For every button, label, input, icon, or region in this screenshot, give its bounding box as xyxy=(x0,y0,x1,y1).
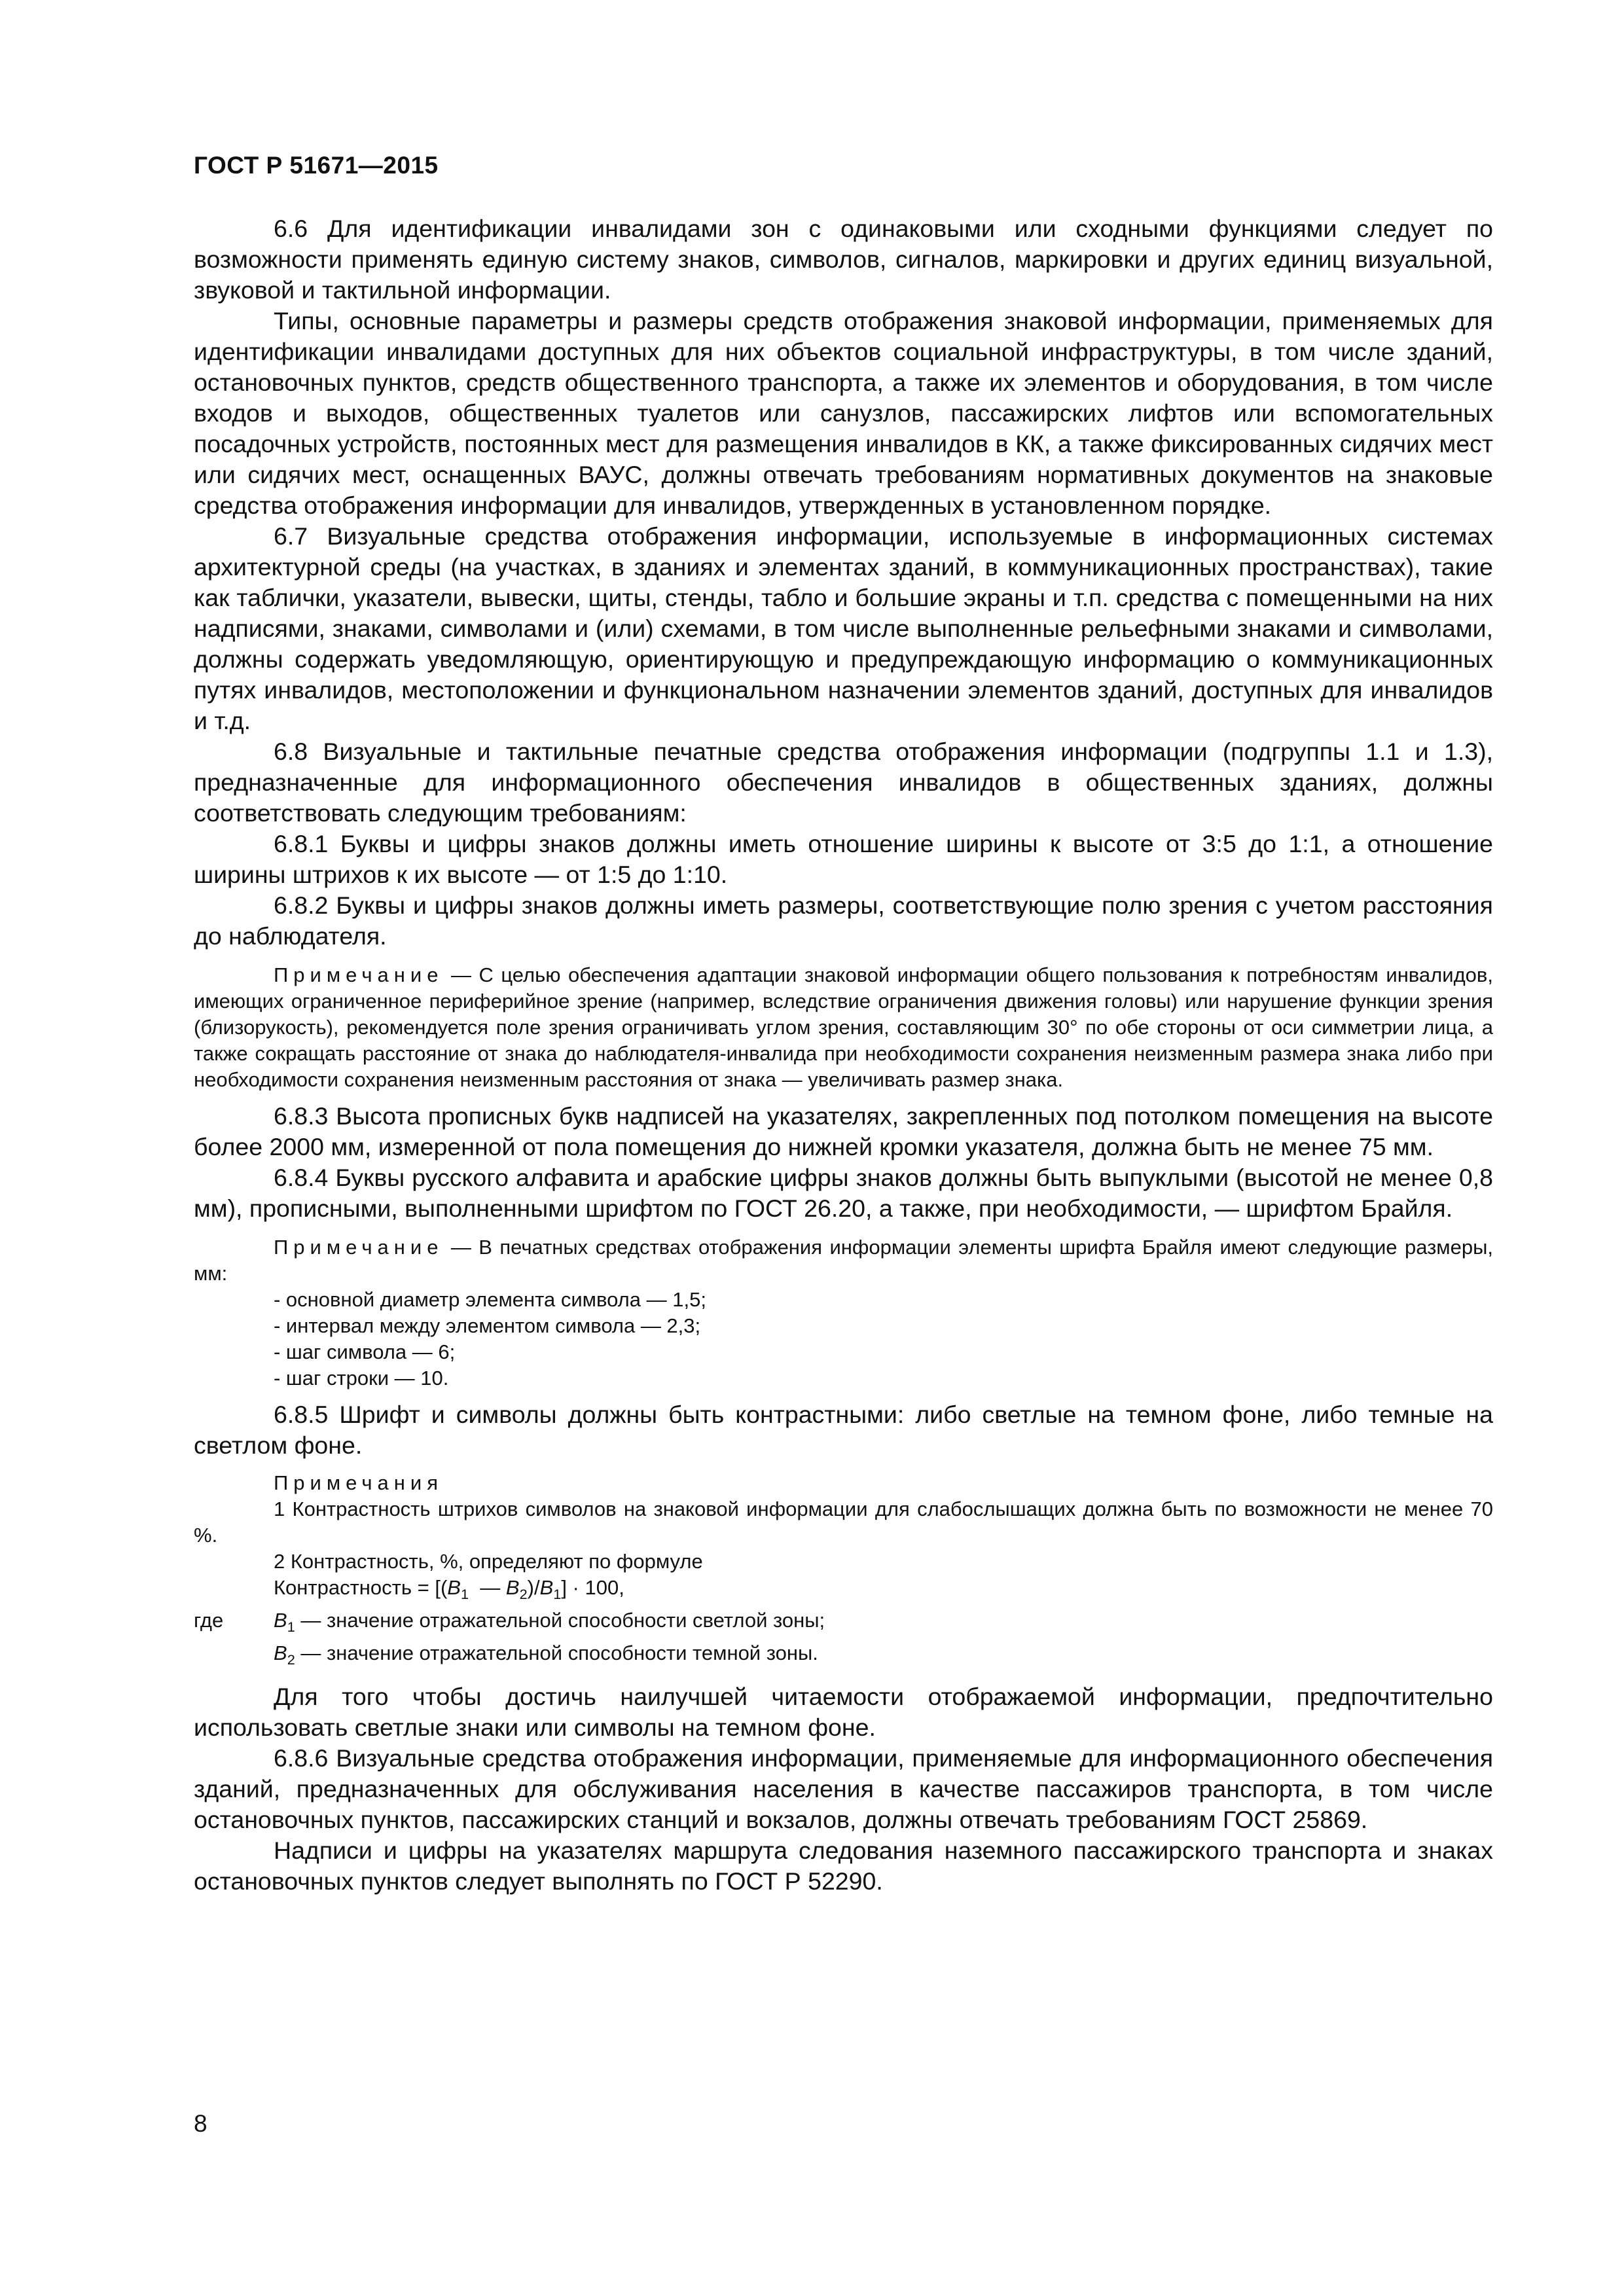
paragraph-readability: Для того чтобы достичь наилучшей читаемости отображаемой информации, предпочтительно использовать светлые знаки или символы на темном фоне. xyxy=(194,1682,1493,1741)
b1-definition: — значение отражательной способности светлой зоны; xyxy=(300,1609,825,1632)
note-2-item: - основной диаметр элемента символа — 1,5; xyxy=(274,1288,706,1311)
document-body xyxy=(194,213,1493,1897)
paragraph-6-8-5: 6.8.5 Шрифт и символы должны быть контрастными: либо светлые на темном фоне, либо темные на светлом фоне. xyxy=(194,1401,1493,1459)
paragraph-6-8-1: 6.8.1 Буквы и цифры знаков должны иметь отношение ширины к высоте от 3:5 до 1:1, а отношение ширины штрихов к их высоте — от 1:5 до 1:10. xyxy=(194,830,1493,888)
note-1 xyxy=(194,962,1493,1093)
notes-3-heading: Примечания xyxy=(274,1471,443,1494)
notes-3-item-1: 1 Контрастность штрихов символов на знаковой информации для слабослышащих должна быть по возможности не менее 70 %. xyxy=(194,1498,1493,1547)
paragraph-6-8: 6.8 Визуальные и тактильные печатные средства отображения информации (подгруппы 1.1 и 1.3), предназначенные для информационного обеспечения инвалидов в общественных зданиях, должны соответствовать следующим требованиям: xyxy=(194,738,1493,827)
page-number: 8 xyxy=(194,2110,208,2137)
paragraph-6-8-4: 6.8.4 Буквы русского алфавита и арабские цифры знаков должны быть выпуклыми (высотой не менее 0,8 мм), прописными, выполненными шрифтом по ГОСТ 26.20, а также, при необходимости, — шрифтом Брайля. xyxy=(194,1164,1493,1222)
paragraph-6-8-2: 6.8.2 Буквы и цифры знаков должны иметь размеры, соответствующие полю зрения с учетом расстояния до наблюдателя. xyxy=(194,891,1493,950)
note-2-label: Примечание xyxy=(274,1236,444,1259)
where-label: где xyxy=(194,1609,224,1632)
notes-3-item-2: 2 Контрастность, %, определяют по формуле xyxy=(274,1550,703,1573)
note-2-list xyxy=(194,1287,1493,1391)
note-1-label: Примечание xyxy=(274,963,444,986)
paragraph-6-8-6: 6.8.6 Визуальные средства отображения информации, применяемые для информационного обеспечения зданий, предназначенных для обслуживания населения в качестве пассажиров транспорта, в том числе остановочных пунктов, пассажирских станций и вокзалов, должны отвечать требованиям ГОСТ 25869. xyxy=(194,1744,1493,1833)
paragraph-6-7: 6.7 Визуальные средства отображения информации, используемые в информационных системах архитектурной среды (на участках, в зданиях и элементах зданий, в коммуникационных пространствах), такие как таблички, указатели, вывески, щиты, стенды, табло и большие экраны и т.п. средства с помещенными на них надписями, знаками, символами и (или) схемами, в том числе выполненные рельефными знаками и символами, должны содержать уведомляющую, ориентирующую и предупреждающую информацию о коммуникационных путях инвалидов, местоположении и функциональном назначении элементов зданий, доступных для инвалидов и т.д. xyxy=(194,522,1493,734)
contrast-formula: Контрастность = [($B_1$ — $B_2)/B_1] \cdot 100$, xyxy=(274,1576,624,1603)
formula-where-b1: где $B_1$ — значение отражательной способности светлой зоны; xyxy=(194,1609,825,1636)
note-2-item: - шаг символа — 6; xyxy=(274,1340,456,1363)
paragraph-6-8-3: 6.8.3 Высота прописных букв надписей на указателях, закрепленных под потолком помещения на высоте более 2000 мм, измеренной от пола помещения до нижней кромки указателя, должна быть не менее 75 мм. xyxy=(194,1102,1493,1160)
b2-definition: — значение отражательной способности темной зоны. xyxy=(300,1641,818,1665)
note-2-text: — В печатных средствах отображения информации элементы шрифта Брайля имеют следующие размеры, мм: xyxy=(194,1236,1493,1285)
note-2 xyxy=(194,1234,1493,1287)
note-2-item: - шаг строки — 10. xyxy=(274,1367,449,1390)
note-2-item: - интервал между элементом символа — 2,3; xyxy=(274,1314,701,1337)
paragraph-6-6: 6.6 Для идентификации инвалидами зон с одинаковыми или сходными функциями следует по возможности применять единую систему знаков, символов, сигналов, маркировки и других единиц визуальной, звуковой и тактильной информации. xyxy=(194,215,1493,304)
formula-where-b2: $B_2$ — значение отражательной способности темной зоны. xyxy=(274,1641,818,1668)
note-1-text: — С целью обеспечения адаптации знаковой информации общего пользования к потребностям инвалидов, имеющих ограниченное периферийное зрение (например, вследствие ограничения движения головы) или нарушение функции зрения (близорукость), рекомендуется поле зрения ограничивать углом зрения, составляющим 30° по обе стороны от оси симметрии лица, а также сокращать расстояние от знака до наблюдателя-инвалида при необходимости сохранения неизменным размера знака либо при необходимости сохранения неизменным расстояния от знака — увеличивать размер знака. xyxy=(194,963,1493,1091)
paragraph-types: Типы, основные параметры и размеры средств отображения знаковой информации, применяемых для идентификации инвалидами доступных для них объектов социальной инфраструктуры, в том числе зданий, остановочных пунктов, средств общественного транспорта, а также их элементов и оборудования, в том числе входов и выходов, общественных туалетов или санузлов, пассажирских лифтов или вспомогательных посадочных устройств, постоянных мест для размещения инвалидов в КК, а также фиксированных сидячих мест или сидячих мест, оснащенных ВАУС, должны отвечать требованиям нормативных документов на знаковые средства отображения информации для инвалидов, утвержденных в установленном порядке. xyxy=(194,307,1493,519)
paragraph-last: Надписи и цифры на указателях маршрута следования наземного пассажирского транспорта и знаках остановочных пунктов следует выполнять по ГОСТ Р 52290. xyxy=(194,1836,1493,1895)
page-header-doc-id: ГОСТ Р 51671—2015 xyxy=(194,152,439,179)
